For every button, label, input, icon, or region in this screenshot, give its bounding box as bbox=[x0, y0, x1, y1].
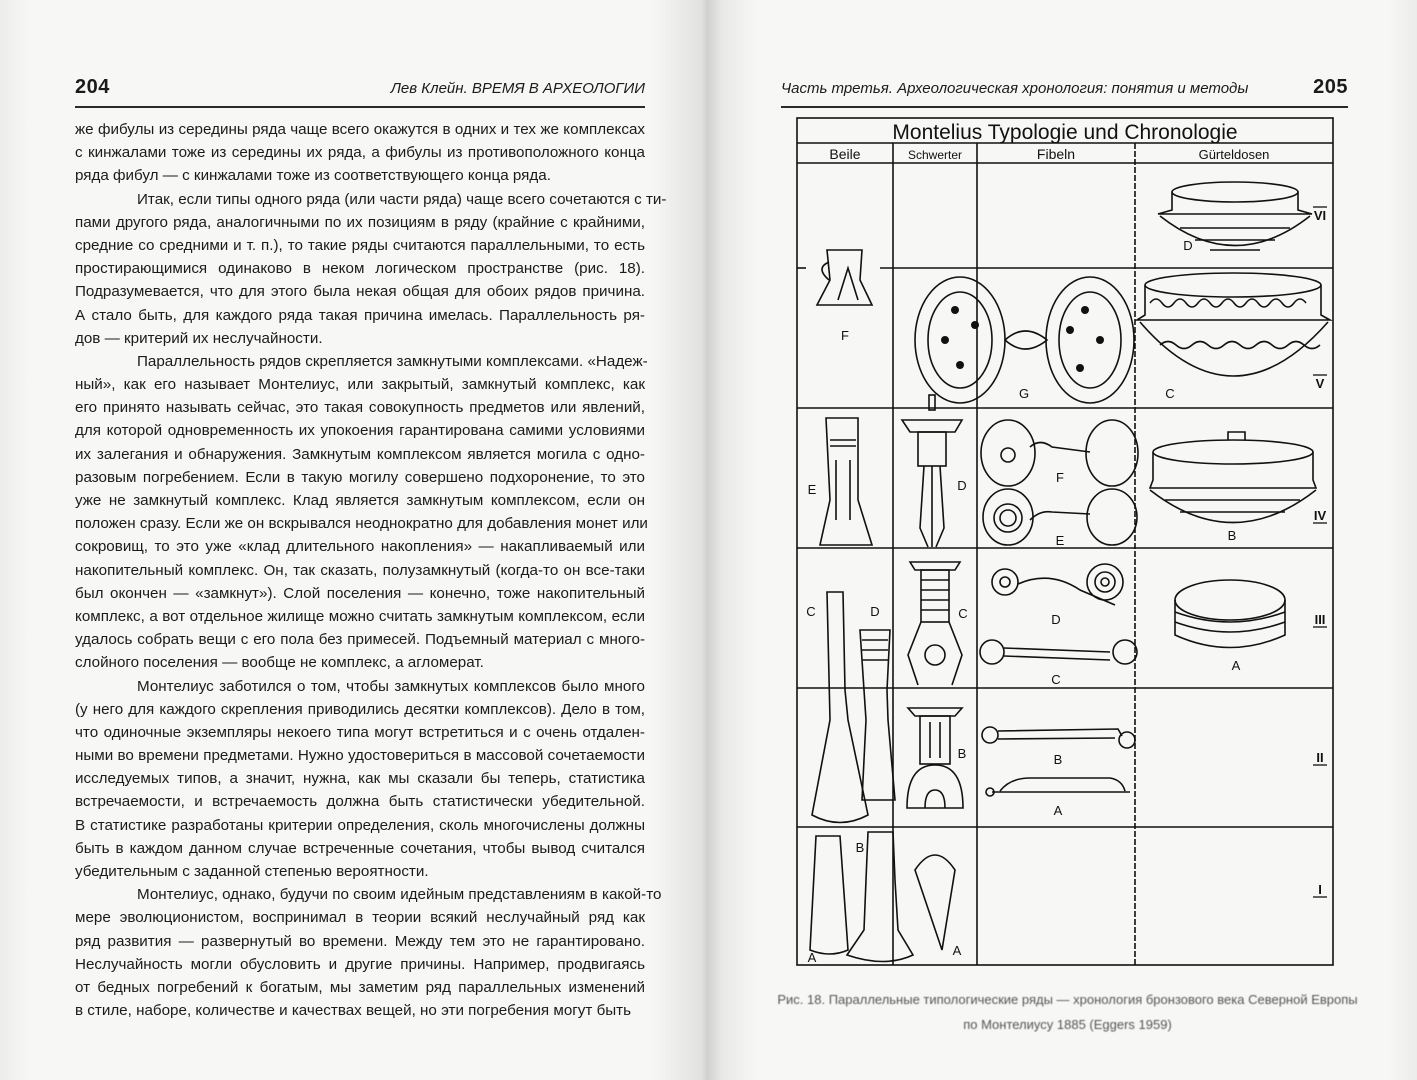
axe-illustration bbox=[812, 592, 895, 823]
item-label: C bbox=[806, 604, 816, 619]
text-line: (у него для каждого скрепления приводились десятки комплексов). Дело в том, bbox=[75, 700, 645, 718]
item-label: C bbox=[1051, 672, 1061, 687]
text-line: был окончен — «замкнут»). Слой поселения — конечно, тоже накопительный bbox=[75, 584, 645, 602]
figure-table-frame bbox=[797, 118, 1333, 965]
text-line: А стало быть, для каждого ряда такая причина имелась. Параллельность ря- bbox=[75, 306, 645, 324]
text-line: слойного поселения — вообще не комплекс, а агломерат. bbox=[75, 654, 484, 672]
belt-box-illustration bbox=[1150, 432, 1316, 523]
text-line: уже не замкнутый комплекс. Клад является замкнутым комплексом, если он bbox=[75, 492, 645, 509]
text-line: с кинжалами тоже из середины их ряда, а фибулы из противоположного конца bbox=[75, 144, 645, 162]
axe-illustration bbox=[810, 832, 955, 962]
item-label: A bbox=[952, 943, 962, 958]
text-line: же фибулы из середины ряда чаще всего окажутся в одних и тех же комплексах bbox=[75, 121, 645, 138]
text-line: дов — критерий их неслучайности. bbox=[75, 329, 323, 347]
text-line: от бедных погребений к богатым, мы заметим ряд параллельных изменений bbox=[75, 978, 645, 996]
item-label: D bbox=[1051, 612, 1061, 627]
text-line: что одиночные экземпляры некоего типа могут встретиться и с очень отдален- bbox=[75, 723, 645, 741]
belt-box-illustration bbox=[1158, 182, 1312, 250]
column-header: Gürteldosen bbox=[1198, 147, 1270, 162]
text-line: удалось собрать вещи с его пола без примесей. Подъемный материал с много- bbox=[75, 631, 645, 649]
text-line: сокровищ, то это уже «клад длительного накопления» — накапливаемый или bbox=[75, 538, 645, 556]
text-line: простирающимися одинаково в неком логическом пространстве (рис. 18). bbox=[75, 260, 645, 278]
axe-illustration bbox=[820, 418, 872, 545]
text-line: Неслучайность могли обусловить и другие причины. Например, продвигаясь bbox=[75, 955, 645, 973]
text-line: в стиле, наборе, количестве и качествах вещей, но эти погребения могут быть bbox=[75, 1002, 632, 1020]
belt-box-illustration bbox=[1137, 273, 1330, 376]
text-line: разовым погребением. Если в такую могилу совершено подхоронение, то это bbox=[75, 468, 645, 486]
item-label: D bbox=[957, 478, 967, 493]
item-label: B bbox=[1053, 752, 1063, 767]
text-line: Подразумевается, что для этого была некая общая для обоих рядов причина. bbox=[75, 283, 645, 301]
text-line: накопительный комплекс. Он, так сказать, полузамкнутый (когда-то он все-таки bbox=[75, 561, 645, 579]
sword-illustration bbox=[902, 395, 962, 547]
text-line: Монтелиус заботился о том, чтобы замкнутых комплексов было много bbox=[137, 677, 645, 695]
text-line: для которой одновременность их упокоения гарантирована самими условиями bbox=[75, 422, 645, 440]
item-label: A bbox=[1053, 803, 1063, 818]
item-label: F bbox=[1056, 470, 1064, 485]
item-label: F bbox=[841, 328, 849, 343]
belt-box-illustration bbox=[1175, 580, 1285, 648]
item-label: D bbox=[1183, 238, 1193, 253]
text-line: ный», как его называет Монтелиус, или закрытый, замкнутый комплекс, как bbox=[75, 376, 645, 394]
text-line: Параллельность рядов скрепляется замкнутыми комплексами. «Надеж- bbox=[137, 352, 648, 370]
text-line: убедительным с заданной степенью вероятности. bbox=[75, 863, 429, 880]
item-label: A bbox=[807, 950, 817, 965]
column-header: Beile bbox=[829, 146, 861, 162]
text-line: средние со средними и т. п.), то такие ряды считаются параллельными, то есть bbox=[75, 236, 645, 254]
item-label: E bbox=[807, 482, 817, 497]
period-label: III bbox=[1314, 612, 1326, 627]
figure-caption-continued: по Монтелиусу 1885 (Eggers 1959) bbox=[963, 1017, 1172, 1032]
period-label: I bbox=[1318, 882, 1322, 897]
page-number: 205 bbox=[1313, 76, 1348, 98]
running-head-title: Часть третья. Археологическая хронология: понятия и методы bbox=[781, 80, 1249, 97]
figure-caption: Рис. 18. Параллельные типологические ряды — хронология бронзового века Северной Европы bbox=[777, 992, 1358, 1007]
period-label: IV bbox=[1313, 508, 1327, 523]
item-label: C bbox=[958, 606, 968, 621]
page-number: 204 bbox=[75, 76, 110, 98]
text-line: Монтелиус, однако, будучи по своим идейным представлениям в какой-то bbox=[137, 886, 662, 904]
period-label: II bbox=[1316, 750, 1324, 765]
item-label: E bbox=[1055, 533, 1065, 548]
fibula-illustration bbox=[915, 277, 1134, 403]
text-line: положен сразу. Если же он вскрывался неоднократно для добавления монет или bbox=[75, 515, 648, 533]
text-line: ряд развития — развернутый во времени. Между тем это не гарантировано. bbox=[75, 932, 645, 950]
text-line: В статистике разработаны критерии определения, сколь многочислены должны bbox=[75, 816, 645, 834]
text-line: Итак, если типы одного ряда (или части ряда) чаще всего сочетаются с ти- bbox=[137, 190, 667, 208]
sword-illustration bbox=[908, 562, 962, 685]
text-line: исследуемых типов, а значит, нужна, как мы сказали бы теперь, статистика bbox=[75, 770, 645, 788]
text-line: его принято называть сейчас, это такая совокупность предметов или явлений, bbox=[75, 399, 645, 417]
text-line: мере эволюционистом, воспринимал в теории всякий неслучайный ряд как bbox=[75, 909, 645, 927]
period-label: VI bbox=[1313, 208, 1327, 223]
text-line: встречаемости, и встречаемость должна быть статистически убедительной. bbox=[75, 793, 645, 811]
item-label: B bbox=[957, 746, 967, 761]
item-label: C bbox=[1165, 386, 1175, 401]
text-line: пами другого ряда, аналогичными по их позициям в ряду (крайние с крайними, bbox=[75, 213, 645, 231]
figure-title: Montelius Typologie und Chronologie bbox=[892, 121, 1238, 144]
item-label: G bbox=[1018, 386, 1030, 401]
text-line: комплекс, а вот отдельное жилище можно считать замкнутым комплексом, если bbox=[75, 607, 645, 625]
item-label: B bbox=[855, 840, 865, 855]
text-line: ными во времени предметами. Нужно удостовериться в массовой сочетаемости bbox=[75, 747, 645, 765]
period-label: V bbox=[1315, 376, 1325, 391]
column-header: Schwerter bbox=[907, 148, 963, 162]
axe-illustration bbox=[817, 250, 872, 305]
text-line: ряда фибул — с кинжалами тоже из соответствующего конца ряда. bbox=[75, 167, 551, 185]
item-label: B bbox=[1227, 528, 1237, 543]
text-line: быть в каждом данном случае встреченные сочетания, чтобы вывод считался bbox=[75, 839, 645, 857]
sword-illustration bbox=[907, 708, 963, 808]
item-label: D bbox=[870, 604, 880, 619]
text-line: их залегания и обнаружения. Замкнутым комплексом является могила с одно- bbox=[75, 445, 645, 463]
item-label: A bbox=[1231, 658, 1241, 673]
column-header: Fibeln bbox=[1036, 146, 1076, 162]
running-head-title: Лев Клейн. ВРЕМЯ В АРХЕОЛОГИИ bbox=[390, 80, 645, 97]
